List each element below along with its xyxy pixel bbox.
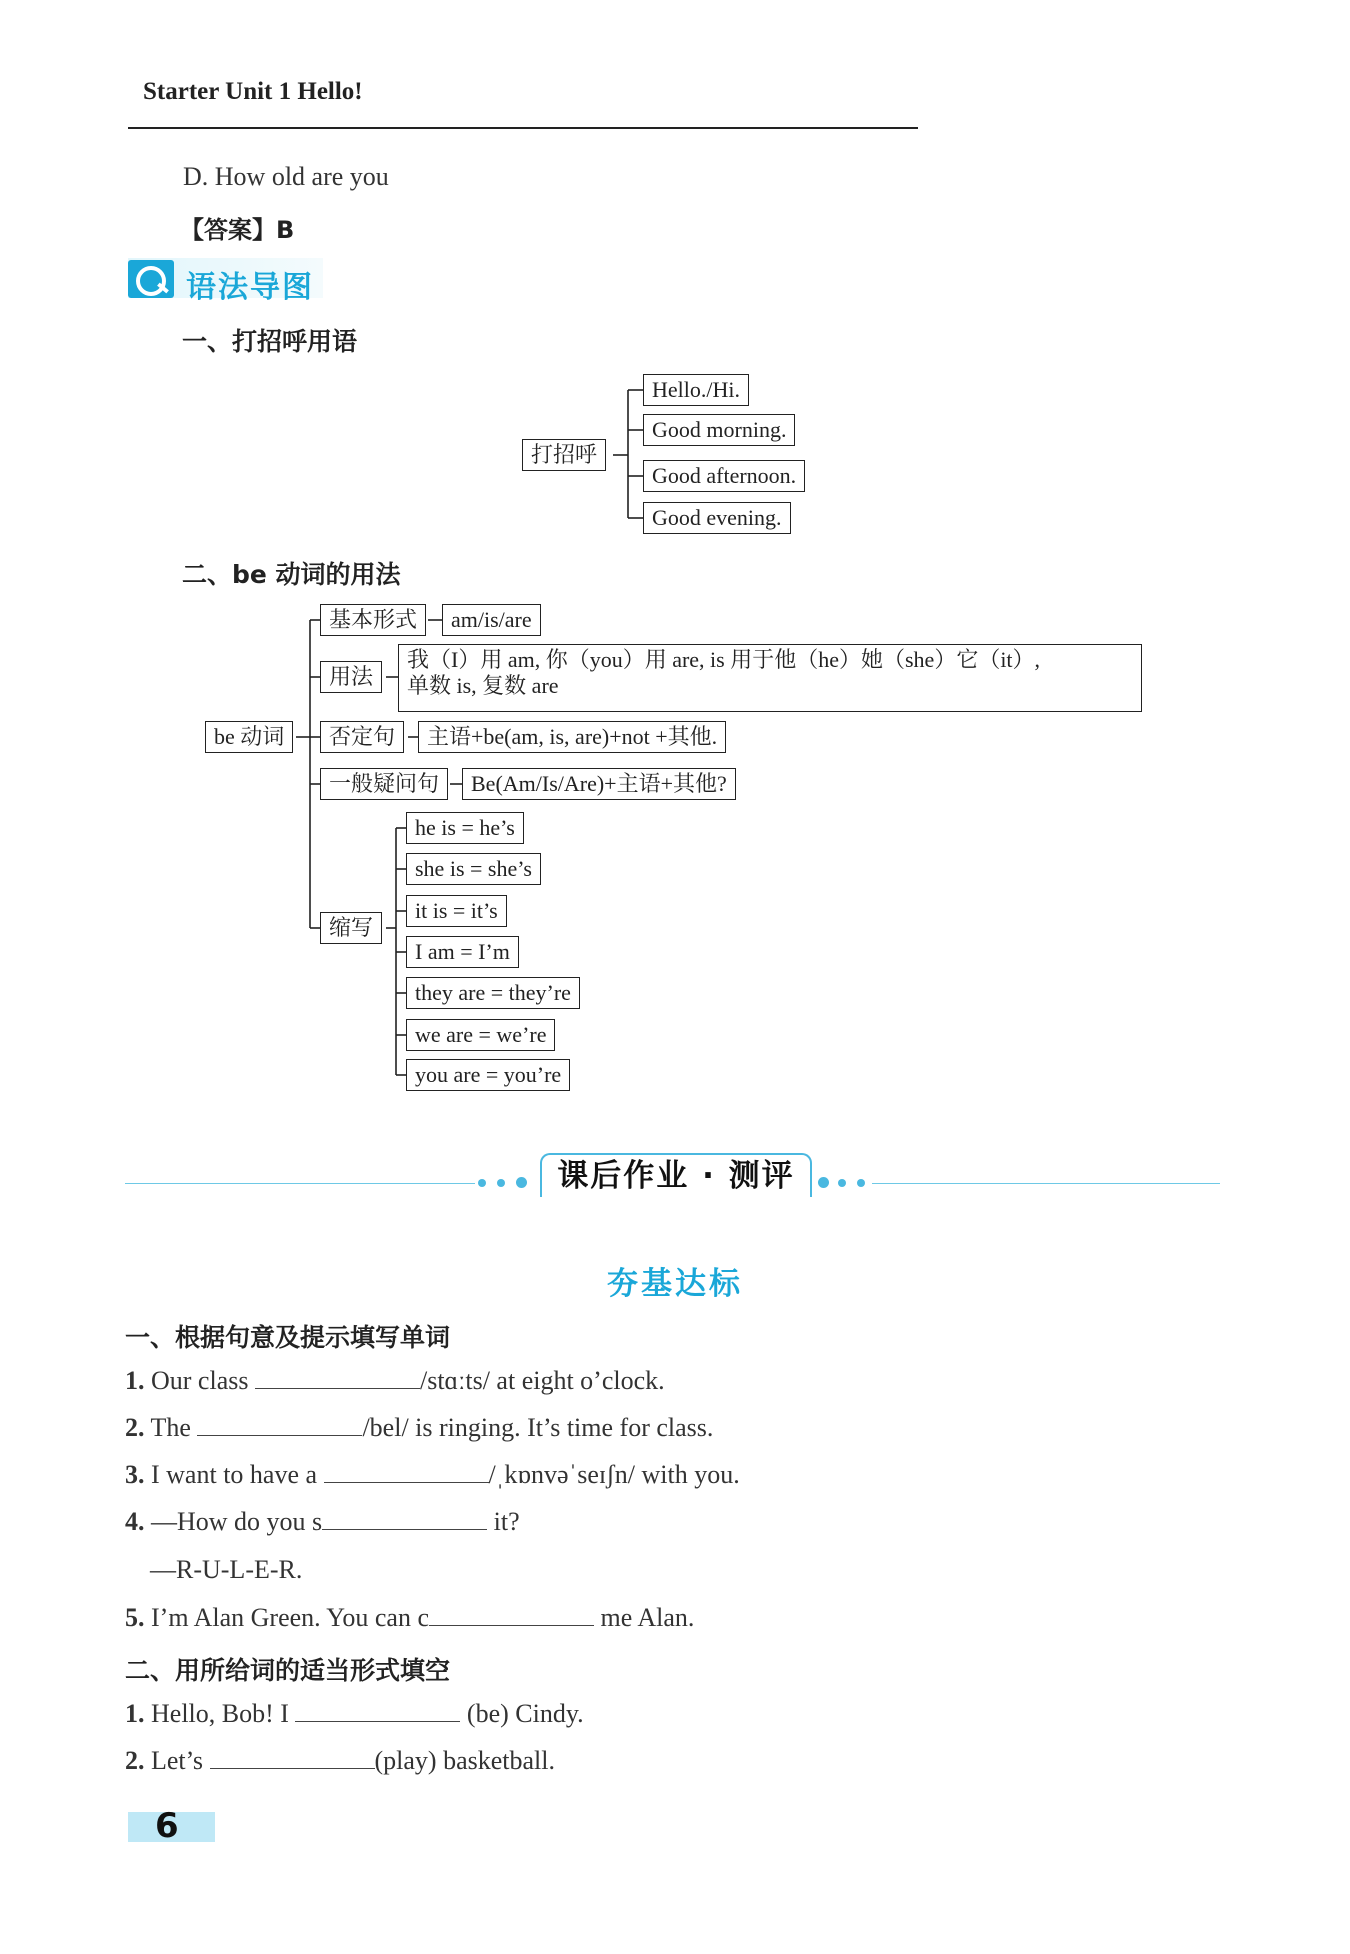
homework-tab-title: 课后作业 · 测评: [540, 1153, 812, 1197]
negative-value: 主语+be(am, is, are)+not +其他.: [418, 721, 726, 753]
question-text: I want to have a: [151, 1460, 318, 1489]
contraction-label: 缩写: [320, 912, 382, 944]
basic-form-label: 基本形式: [320, 604, 426, 636]
divider-dot: [516, 1177, 527, 1188]
question-number: 1.: [125, 1366, 145, 1395]
question-item: [125, 1507, 520, 1537]
greeting-leaf: Good afternoon.: [643, 460, 805, 492]
question-text: me Alan.: [600, 1603, 695, 1632]
answer-blank[interactable]: [210, 1746, 375, 1769]
divider-dot: [838, 1179, 846, 1187]
section2-heading: 二、be 动词的用法: [182, 560, 401, 589]
question-item: [125, 1746, 555, 1776]
contraction-item: she is = she’s: [406, 853, 541, 885]
question-item: [125, 1603, 694, 1633]
negative-label: 否定句: [320, 721, 404, 753]
option-d: D. How old are you: [183, 162, 389, 191]
question-number: 5.: [125, 1603, 145, 1632]
question-text: /ˌkɒnvəˈseɪʃn/ with you.: [488, 1460, 740, 1489]
be-verb-root: be 动词: [205, 721, 293, 753]
divider-right: [872, 1183, 1220, 1184]
question-number: 1.: [125, 1699, 145, 1728]
answer-blank[interactable]: [255, 1366, 420, 1389]
question-text: —How do you s: [151, 1507, 323, 1536]
question-text: Hello, Bob! I: [151, 1699, 289, 1728]
question-text: Let’s: [151, 1746, 203, 1775]
running-header: Starter Unit 1 Hello!: [143, 78, 363, 105]
question-text: (play) basketball.: [374, 1746, 555, 1775]
part2-heading: 二、用所给词的适当形式填空: [125, 1656, 451, 1685]
question-text: /bel/ is ringing. It’s time for class.: [362, 1413, 714, 1442]
contraction-item: I am = I’m: [406, 936, 519, 968]
question-text: /stɑːts/ at eight o’clock.: [419, 1366, 665, 1395]
grammar-badge-label: 语法导图: [186, 270, 314, 305]
greeting-leaf: Good morning.: [643, 414, 795, 446]
question-number: 3.: [125, 1460, 145, 1489]
section1-heading: 一、打招呼用语: [182, 327, 358, 356]
reply-line: —R-U-L-E-R.: [150, 1555, 303, 1584]
contraction-item: we are = we’re: [406, 1019, 555, 1051]
question-text: Our class: [151, 1366, 249, 1395]
usage-line-2: 单数 is, 复数 are: [407, 673, 559, 698]
divider-left: [125, 1183, 475, 1184]
greeting-root: 打招呼: [522, 439, 606, 471]
usage-value: [398, 644, 1142, 712]
question-text: The: [150, 1413, 191, 1442]
greeting-leaf: Good evening.: [643, 502, 791, 534]
question-item: [125, 1699, 584, 1729]
contraction-item: it is = it’s: [406, 895, 507, 927]
usage-label: 用法: [320, 661, 382, 693]
usage-line-1: 我（I）用 am, 你（you）用 are, is 用于他（he）她（she）它（it）,: [407, 647, 1041, 672]
greeting-leaf: Hello./Hi.: [643, 374, 749, 406]
answer-blank[interactable]: [197, 1413, 362, 1436]
divider-dot: [497, 1179, 505, 1187]
question-item: [125, 1366, 665, 1396]
basic-form-value: am/is/are: [442, 604, 541, 636]
question-text: I’m Alan Green. You can c: [151, 1603, 429, 1632]
answer-blank[interactable]: [295, 1699, 460, 1722]
divider-dot: [857, 1179, 865, 1187]
answer-blank[interactable]: [429, 1603, 594, 1626]
question-item: [125, 1413, 713, 1443]
question-number: 4.: [125, 1507, 145, 1536]
answer-blank[interactable]: [322, 1507, 487, 1530]
divider-dot: [478, 1179, 486, 1187]
contraction-item: they are = they’re: [406, 977, 580, 1009]
homework-subtitle: 夯基达标: [607, 1266, 743, 1302]
divider-dot: [818, 1177, 829, 1188]
question-label: 一般疑问句: [320, 768, 448, 800]
question-number: 2.: [125, 1746, 145, 1775]
contraction-item: you are = you’re: [406, 1059, 570, 1091]
question-text: it?: [493, 1507, 520, 1536]
answer-line: 【答案】B: [180, 216, 295, 244]
part1-heading: 一、根据句意及提示填写单词: [125, 1323, 451, 1352]
question-item: [125, 1460, 740, 1490]
contraction-item: he is = he’s: [406, 812, 524, 844]
question-text: (be) Cindy.: [466, 1699, 584, 1728]
answer-blank[interactable]: [324, 1460, 489, 1483]
question-value: Be(Am/Is/Are)+主语+其他?: [462, 768, 736, 800]
page-number: 6: [155, 1806, 179, 1846]
question-number: 2.: [125, 1413, 145, 1442]
